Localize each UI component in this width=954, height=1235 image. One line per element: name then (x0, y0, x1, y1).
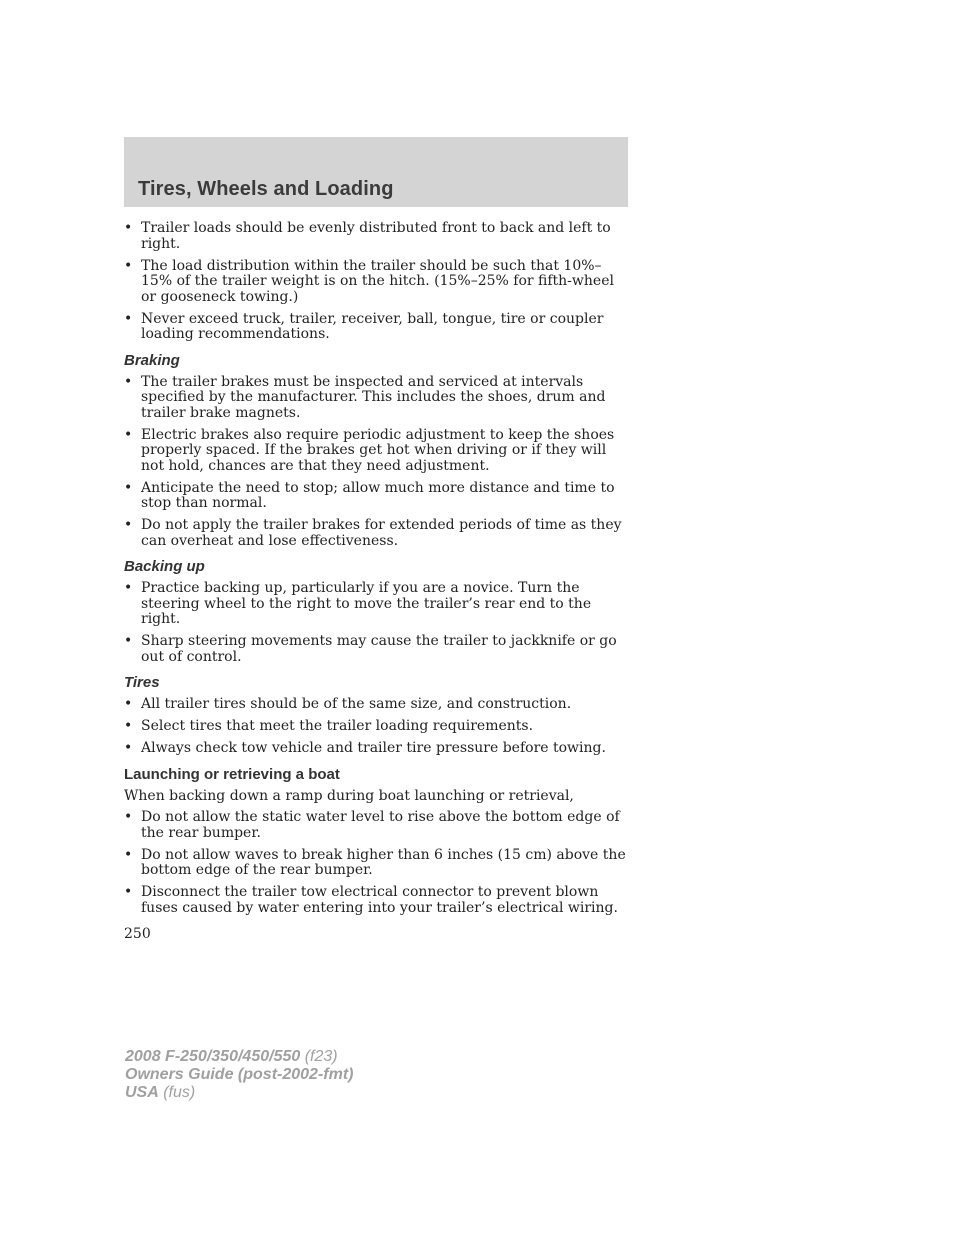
list-item: • Electric brakes also require periodic adjustment to keep the shoes properly spaced. If the brakes get hot when driving or if they will not hold, chances are that they need adjustment. (124, 426, 615, 474)
bullet-icon: • (124, 809, 133, 825)
boat-heading: Launching or retrieving a boat (124, 765, 340, 783)
bullet-icon: • (124, 257, 133, 274)
list-item: • Do not allow the static water level to rise above the bottom edge of the rear bumper. (124, 809, 620, 841)
list-item: • The load distribution within the trailer should be such that 10%–15% of the trailer weight is on the hitch. (15%–25% for fifth-wheel or gooseneck towing.) (124, 257, 614, 305)
list-item: • Anticipate the need to stop; allow much more distance and time to stop than normal. (124, 479, 615, 511)
page-number: 250 (124, 926, 151, 942)
bullet-icon: • (124, 846, 133, 863)
bullet-icon: • (124, 517, 133, 533)
boat-intro: When backing down a ramp during boat launching or retrieval, (124, 787, 574, 804)
list-item: • Do not apply the trailer brakes for extended periods of time as they can overheat and lose effectiveness. (124, 517, 622, 549)
bullet-icon: • (124, 633, 133, 649)
section-header-band (124, 137, 628, 207)
bullet-icon: • (124, 740, 133, 756)
footer-line-guide: Owners Guide (post-2002-fmt) (125, 1066, 354, 1083)
list-item: • Do not allow waves to break higher than 6 inches (15 cm) above the bottom edge of the rear bumper. (124, 846, 626, 878)
section-title: Tires, Wheels and Loading (138, 178, 394, 200)
intro-bullet-list (124, 221, 628, 343)
list-item: • The trailer brakes must be inspected and serviced at intervals specified by the manufacturer. This includes the shoes, drum and trailer brake magnets. (124, 373, 606, 421)
page-body (124, 221, 628, 923)
footer-line-model: 2008 F-250/350/450/550 (f23) (125, 1048, 338, 1065)
bullet-icon: • (124, 220, 133, 236)
boat-bullet-list (124, 810, 628, 916)
list-item: • Practice backing up, particularly if you are a novice. Turn the steering wheel to the right to move the trailer’s rear end to the right. (124, 580, 592, 627)
list-item: • Never exceed truck, trailer, receiver, ball, tongue, tire or coupler loading recommendations. (124, 310, 604, 342)
list-item: • Always check tow vehicle and trailer tire pressure before towing. (124, 740, 606, 756)
list-item: • All trailer tires should be of the same size, and construction. (124, 696, 572, 712)
document-footer (125, 1048, 353, 1102)
list-item: • Trailer loads should be evenly distributed front to back and left to right. (124, 220, 611, 252)
tires-heading: Tires (124, 674, 160, 691)
list-item: • Disconnect the trailer tow electrical connector to prevent blown fuses caused by water entering into your trailer’s electrical wiring. (124, 884, 618, 916)
footer-line-market: USA (fus) (125, 1084, 196, 1101)
bullet-icon: • (124, 426, 133, 443)
bullet-icon: • (124, 718, 133, 734)
bullet-icon: • (124, 884, 133, 900)
bullet-icon: • (124, 696, 133, 712)
braking-heading: Braking (124, 351, 180, 369)
tires-bullet-list (124, 697, 628, 757)
bullet-icon: • (124, 373, 133, 390)
backing-up-bullet-list (124, 581, 628, 665)
list-item: • Select tires that meet the trailer loading requirements. (124, 718, 534, 734)
braking-bullet-list (124, 375, 628, 550)
list-item: • Sharp steering movements may cause the trailer to jackknife or go out of control. (124, 633, 617, 665)
bullet-icon: • (124, 580, 133, 596)
bullet-icon: • (124, 310, 133, 327)
bullet-icon: • (124, 479, 133, 496)
backing-up-heading: Backing up (124, 558, 205, 575)
